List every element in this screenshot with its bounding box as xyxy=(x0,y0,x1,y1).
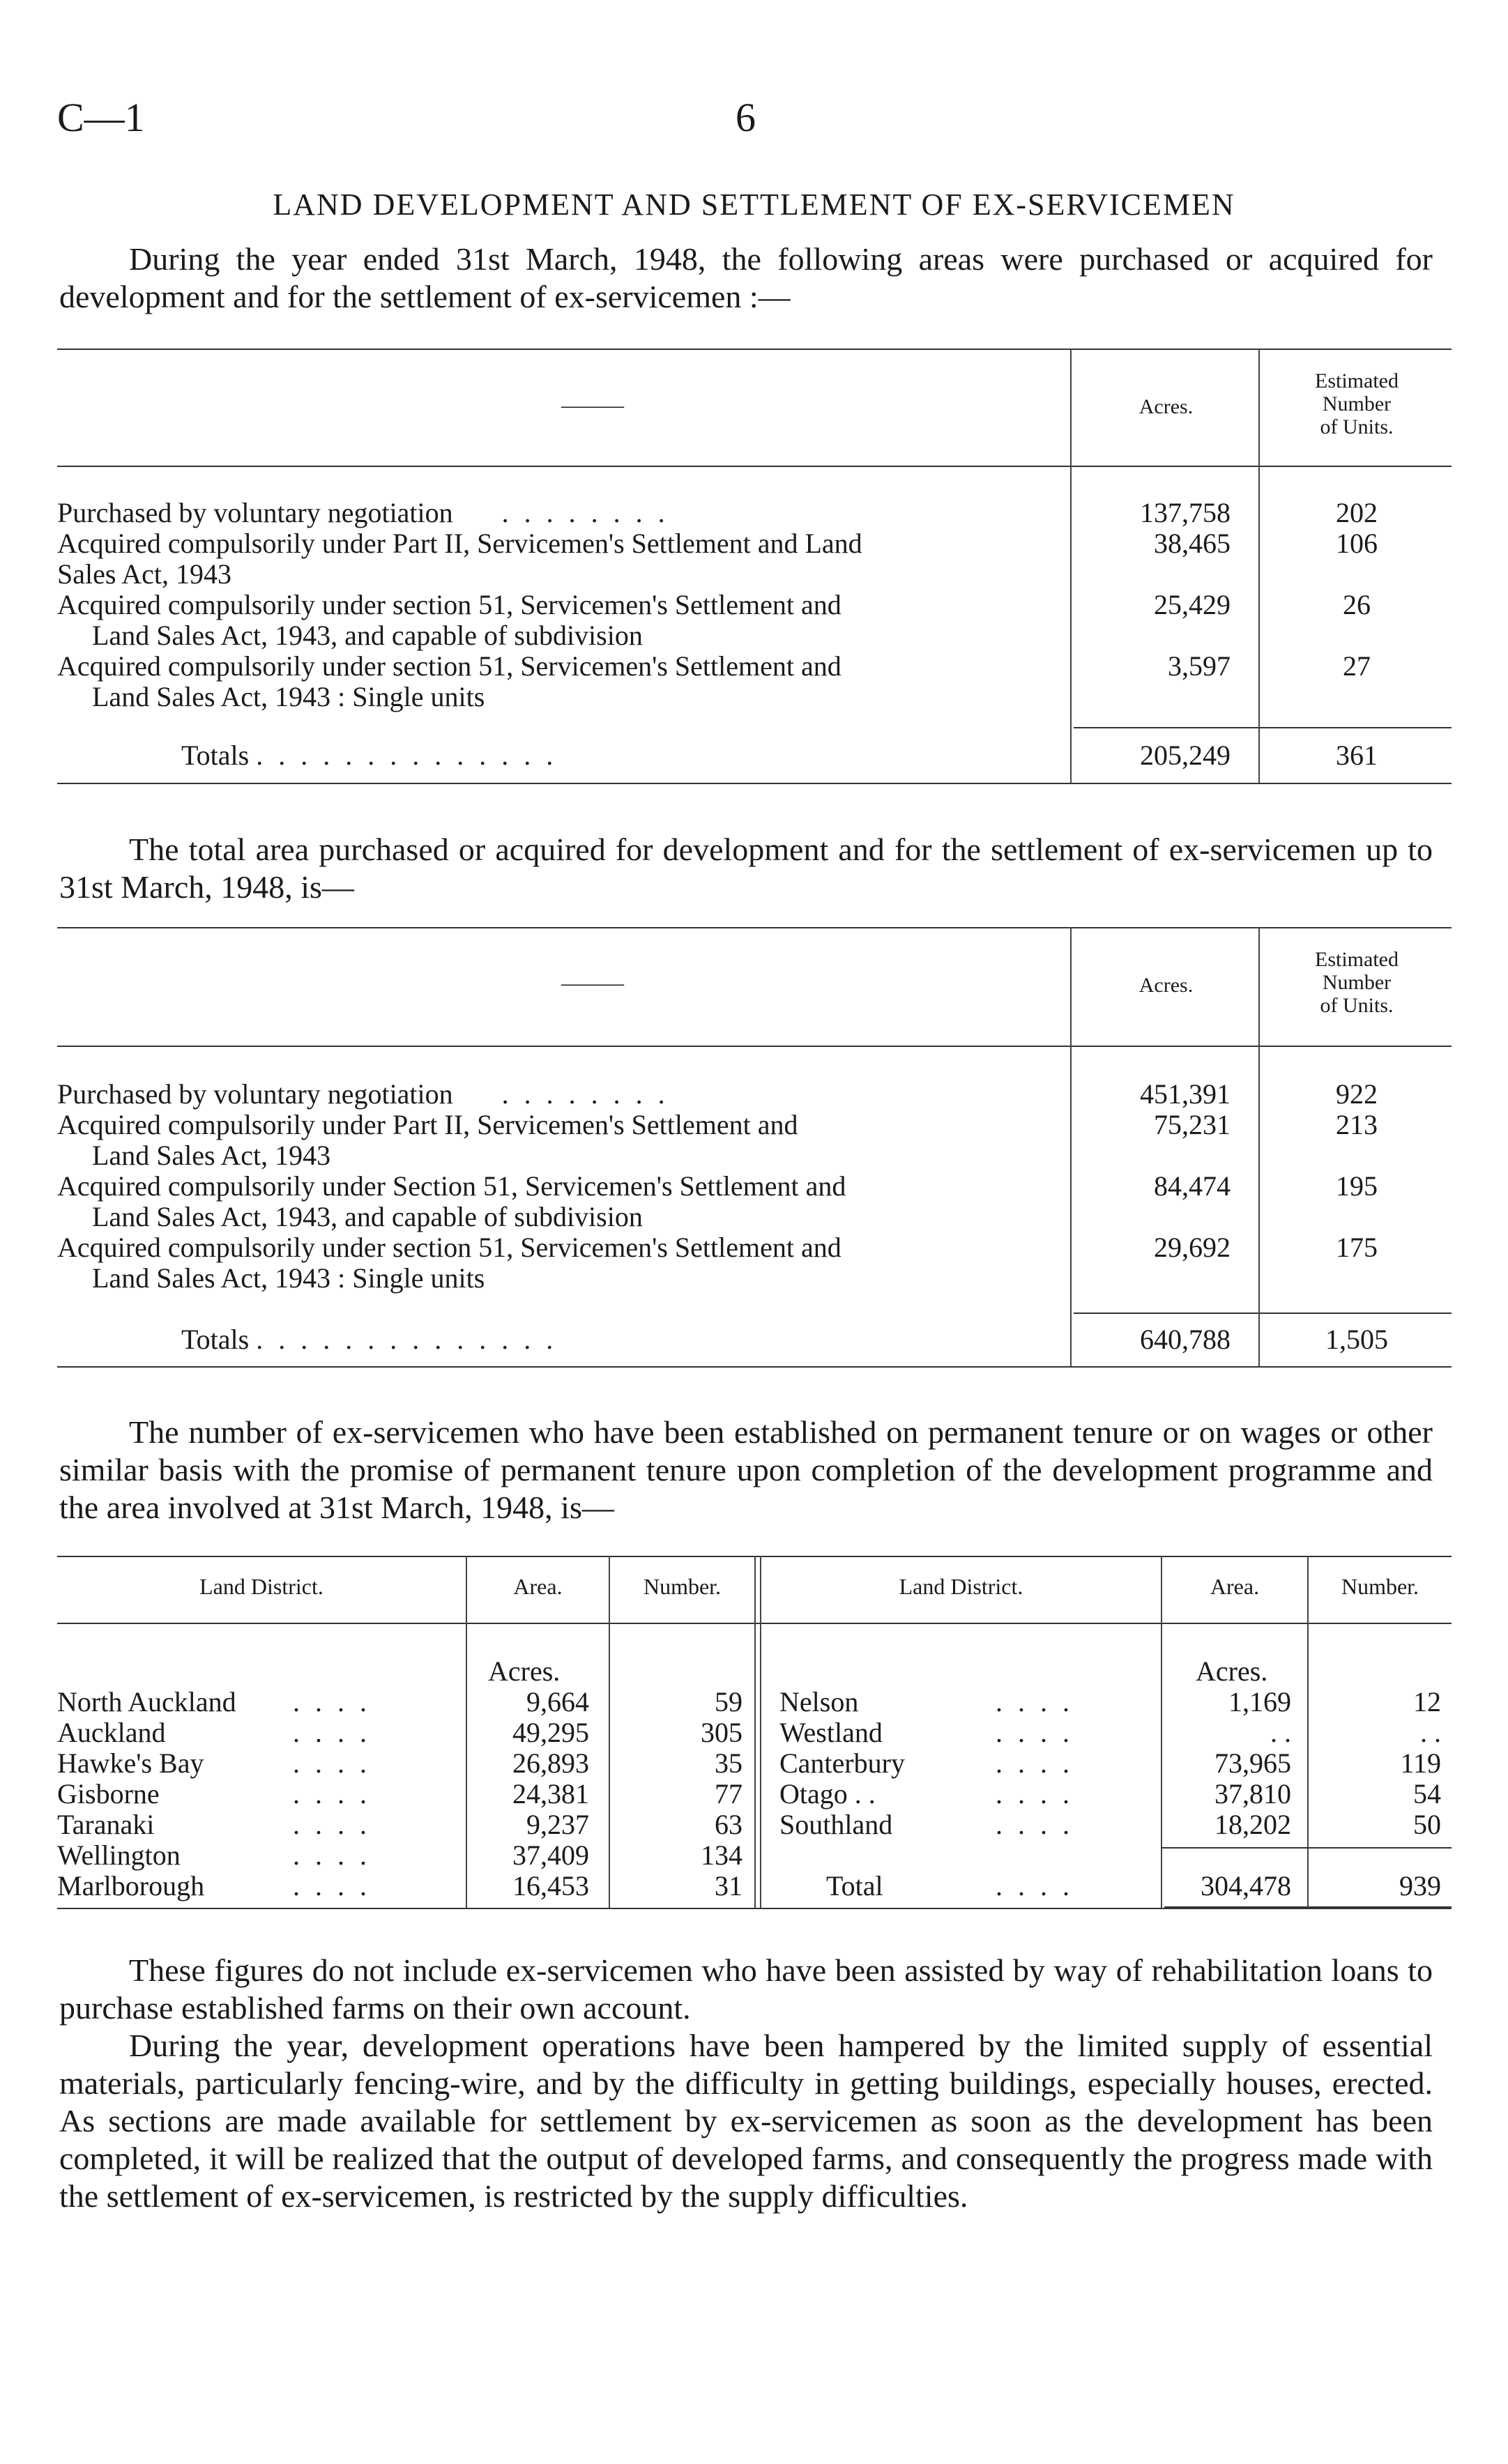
table-row: Purchased by voluntary negotiation . . . . . . . . xyxy=(57,1078,669,1110)
table-1-units-cell: 202 xyxy=(1336,497,1378,528)
table-3-district: Nelson xyxy=(779,1686,859,1717)
table-3-district: Canterbury xyxy=(779,1747,905,1779)
table-3-area: 37,810 xyxy=(1214,1778,1291,1809)
table-2-blank-header: ——— xyxy=(561,972,624,995)
table-3-number: 63 xyxy=(715,1809,742,1840)
table-2-units-cell: 195 xyxy=(1336,1170,1378,1202)
table-3-district-header-left: Land District. xyxy=(199,1574,323,1599)
table-2-acres-cell: 451,391 xyxy=(1140,1078,1231,1110)
table-2-total-acres: 640,788 xyxy=(1140,1324,1231,1355)
table-1-acres-cell: 137,758 xyxy=(1140,497,1231,528)
page-title: LAND DEVELOPMENT AND SETTLEMENT OF EX-SERVICEMEN xyxy=(273,188,1235,222)
table-3-district: Otago . . xyxy=(779,1778,876,1809)
table-3-dots: . . . . xyxy=(996,1870,1074,1901)
document-code: C—1 xyxy=(57,95,145,140)
table-row: Acquired compulsorily under Part II, Servicemen's Settlement and Land Sales Act, 1943 xyxy=(57,528,862,590)
table-2-units-cell: 922 xyxy=(1336,1078,1378,1110)
table-3-area: 18,202 xyxy=(1214,1809,1291,1840)
table-1-acres-cell: 3,597 xyxy=(1168,650,1231,682)
table-2-acres-header: Acres. xyxy=(1138,974,1194,997)
table-3-area: 49,295 xyxy=(512,1717,589,1748)
table-1-units-header: Estimated Number of Units. xyxy=(1315,369,1399,438)
table-3-district: Gisborne xyxy=(57,1778,160,1809)
table-row: Acquired compulsorily under Section 51, Servicemen's Settlement and Land Sales Act, 1943, and capable of subdivision xyxy=(57,1170,846,1232)
table-row: Acquired compulsorily under section 51, Servicemen's Settlement and Land Sales Act, 1943 : Single units xyxy=(57,1232,841,1294)
table-3-district: Hawke's Bay xyxy=(57,1747,204,1779)
table-2-acres-cell: 75,231 xyxy=(1154,1109,1231,1140)
table-1-blank-header: ——— xyxy=(561,394,624,417)
closing-paragraph-1: These figures do not include ex-servicemen who have been assisted by way of rehabilitation loans to purchase established farms on their own account. xyxy=(59,1952,1433,2026)
table-3-area: 26,893 xyxy=(512,1747,589,1779)
table-3-number: 35 xyxy=(715,1747,742,1779)
table-1-total-row: Totals . . . . . . . . . . . . . . xyxy=(181,740,558,771)
table-3-area: 9,237 xyxy=(526,1809,589,1840)
table-3-unit-label-left: Acres. xyxy=(488,1655,561,1687)
table-3-dots: . . . . xyxy=(996,1778,1074,1809)
table-3-district: North Auckland xyxy=(57,1686,236,1717)
table-3-area: 73,965 xyxy=(1214,1747,1291,1779)
table-3-area: 1,169 xyxy=(1228,1686,1291,1717)
table-2-total-row: Totals . . . . . . . . . . . . . . xyxy=(181,1324,558,1355)
table-3-district: Marlborough xyxy=(57,1870,205,1901)
table-row: Acquired compulsorily under section 51, Servicemen's Settlement and Land Sales Act, 1943 : Single units xyxy=(57,650,841,712)
table-3-dots: . . . . xyxy=(293,1839,371,1871)
intro-paragraph-2: The total area purchased or acquired for development and for the settlement of ex-servicemen up to 31st March, 1948, is— xyxy=(59,832,1433,905)
table-3-number: 12 xyxy=(1413,1686,1441,1717)
table-1-total-units: 361 xyxy=(1336,740,1378,771)
table-3-area: 16,453 xyxy=(512,1870,589,1901)
intro-paragraph-1: During the year ended 31st March, 1948, the following areas were purchased or acquired for development and for the settlement of ex-servicemen :— xyxy=(59,241,1433,314)
table-3-number: 305 xyxy=(701,1717,742,1748)
table-2-total-units: 1,505 xyxy=(1325,1324,1388,1355)
table-1-units-cell: 106 xyxy=(1336,528,1378,559)
table-row: Acquired compulsorily under section 51, Servicemen's Settlement and Land Sales Act, 1943, and capable of subdivision xyxy=(57,589,841,651)
table-3-dots: . . . . xyxy=(293,1870,371,1901)
table-1-acres-cell: 25,429 xyxy=(1154,589,1231,620)
table-3-number: 59 xyxy=(715,1686,742,1717)
table-1-units-cell: 26 xyxy=(1343,589,1371,620)
table-3-dots: . . . . xyxy=(996,1809,1074,1840)
table-3-number: 54 xyxy=(1413,1778,1441,1809)
table-3-dots: . . . . xyxy=(293,1686,371,1717)
table-3-area: 9,664 xyxy=(526,1686,589,1717)
table-3-area: 37,409 xyxy=(512,1839,589,1871)
table-2-acres-cell: 29,692 xyxy=(1154,1232,1231,1263)
table-3-district: Wellington xyxy=(57,1839,181,1871)
table-3-number-header-right: Number. xyxy=(1341,1574,1419,1599)
table-3-total-label: Total xyxy=(826,1870,883,1901)
table-3-total-number: 939 xyxy=(1399,1870,1441,1901)
table-row: Purchased by voluntary negotiation . . . . . . . . xyxy=(57,497,669,528)
table-3-area-header-left: Area. xyxy=(513,1574,563,1599)
table-3-unit-label-right: Acres. xyxy=(1196,1655,1268,1687)
table-2-units-cell: 213 xyxy=(1336,1109,1378,1140)
table-3-total-area: 304,478 xyxy=(1201,1870,1291,1901)
table-3-number: 119 xyxy=(1400,1747,1441,1779)
table-3-dots: . . . . xyxy=(293,1778,371,1809)
table-3-dots: . . . . xyxy=(996,1717,1074,1748)
table-3-area: . . xyxy=(1270,1717,1291,1748)
page-number: 6 xyxy=(736,95,756,140)
table-3-district: Auckland xyxy=(57,1717,166,1748)
table-row: Acquired compulsorily under Part II, Servicemen's Settlement and Land Sales Act, 1943 xyxy=(57,1109,798,1171)
table-2-acres-cell: 84,474 xyxy=(1154,1170,1231,1202)
closing-paragraph-2: During the year, development operations have been hampered by the limited supply of essential materials, particularly fencing-wire, and by the difficulty in getting buildings, especially houses, erected. As sections are made available for settlement by ex-servicemen as soon as the development has been completed, it will be realized that the output of developed farms, and consequently the progress made with the settlement of ex-servicemen, is restricted by the supply difficulties. xyxy=(59,2028,1433,2214)
table-1-units-cell: 27 xyxy=(1343,650,1371,682)
table-3-district: Taranaki xyxy=(57,1809,155,1840)
table-3-number: 77 xyxy=(715,1778,742,1809)
table-3-dots: . . . . xyxy=(996,1686,1074,1717)
table-3-number: 50 xyxy=(1413,1809,1441,1840)
table-3-district-header-right: Land District. xyxy=(899,1574,1023,1599)
table-3-dots: . . . . xyxy=(996,1747,1074,1779)
table-1-acres-header: Acres. xyxy=(1138,395,1194,418)
table-3-dots: . . . . xyxy=(293,1747,371,1779)
table-1-acres-cell: 38,465 xyxy=(1154,528,1231,559)
table-3-number: 31 xyxy=(715,1870,742,1901)
table-1-total-acres: 205,249 xyxy=(1140,740,1231,771)
table-3-number-header-left: Number. xyxy=(643,1574,722,1599)
table-3-area: 24,381 xyxy=(512,1778,589,1809)
intro-paragraph-3: The number of ex-servicemen who have been established on permanent tenure or on wages or other similar basis with the promise of permanent tenure upon completion of the development programme and the area involved at 31st March, 1948, is— xyxy=(59,1414,1433,1525)
table-3-district: Westland xyxy=(779,1717,883,1748)
table-2-units-cell: 175 xyxy=(1336,1232,1378,1263)
table-3-area-header-right: Area. xyxy=(1210,1574,1260,1599)
table-2-units-header: Estimated Number of Units. xyxy=(1315,948,1399,1017)
table-3-number: . . xyxy=(1420,1717,1441,1748)
table-3-dots: . . . . xyxy=(293,1717,371,1748)
table-3-number: 134 xyxy=(701,1839,742,1871)
table-3-dots: . . . . xyxy=(293,1809,371,1840)
table-3-district: Southland xyxy=(779,1809,893,1840)
